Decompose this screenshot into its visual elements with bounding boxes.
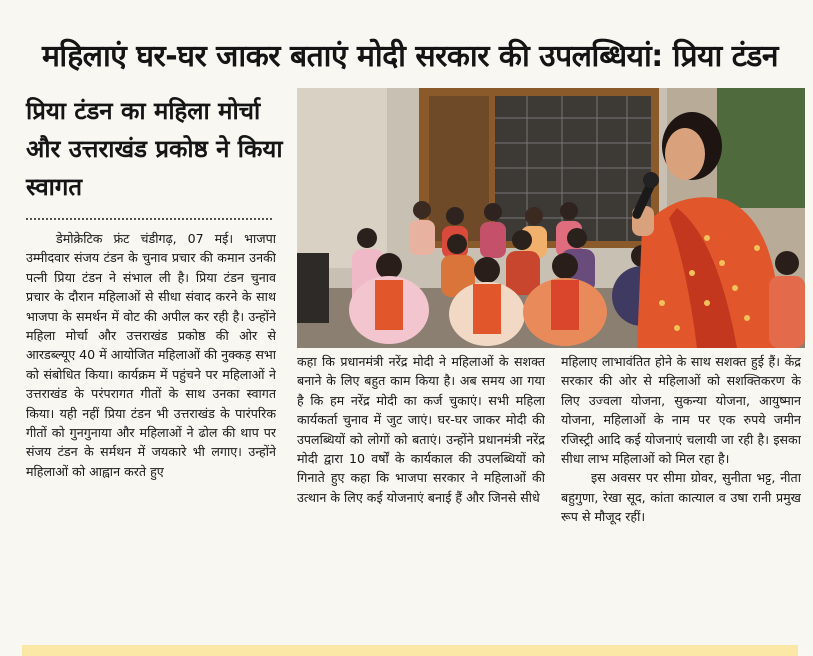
column-3-attendees: इस अवसर पर सीमा ग्रोवर, सुनीता भट्ट, नीता बहुगुणा, रेखा सूद, कांता कात्याल व उषा रानी प्रमुख रूप से मौजूद रहीं। [561,470,801,525]
dotted-rule [26,218,272,220]
headline: महिलाएं घर-घर जाकर बताएं मोदी सरकार की उपलब्धियां: प्रिया टंडन [41,39,779,74]
bottom-color-strip [22,645,798,656]
photo-illustration [297,88,805,348]
subheadline: प्रिया टंडन का महिला मोर्चा और उत्तराखंड प्रकोष्ठ ने किया स्वागत [26,97,283,201]
article-column-1 [26,229,276,629]
article-column-3 [561,352,801,622]
column-1-body: भाजपा उम्मीदवार संजय टंडन के चुनाव प्रचार की कमान उनकी पत्नी प्रिया टंडन ने संभाल ली है। प्रिया टंडन चुनाव प्रचार के दौरान महिलाओं से सीधा संवाद करने के साथ भाजपा के समर्थन में वोट की अपील कर रही है। उन्होंने महिला मोर्चा और उत्तराखंड प्रकोष्ठ की ओर से आरडब्ल्यूए 40 में आयोजित महिलाओं की नुक्कड़ सभा को संबोधित किया। कार्यक्रम में पहुंचने पर महिलाओं ने उत्तराखंड के परंपरागत गीतों के साथ उनका स्वागत किया। यही नहीं प्रिया टंडन भी उत्तराखंड के पारंपरिक गीतों को गुनगुनाया और महिलाओं ने ढोल की थाप पर संजय टंडन के सर्मथन में जयकारे भी लगाए। उन्होंने महिलाओं को आह्वान करते हुए [26,231,276,479]
column-2-body: कहा कि प्रधानमंत्री नरेंद्र मोदी ने महिलाओं के सशक्त बनाने के लिए बहुत काम किया है। अब समय आ गया है कि हम नरेंद्र मोदी का कर्ज चुकाएं। सभी महिला कार्यकर्ता चुनाव में जुट जाएं। घर-घर जाकर मोदी की उपलब्धियों को लोगों को बताएं। उन्होंने प्रधानमंत्री नरेंद्र मोदी द्वारा 10 वर्षों के कार्यकाल की उपलब्धियों को गिनाते हुए कहा कि भाजपा सरकार ने महिलाओं की उत्थान के लिए कई योजनाएं बनाई हैं और जिनसे सीधे [297,354,545,505]
event-photo [297,88,805,348]
article-column-2 [297,352,545,622]
dateline-and-body [26,229,276,481]
dateline: डेमोक्रेटिक फ्रंट चंडीगढ़, 07 मई। [56,231,234,246]
column-3-body: महिलाए लाभावंतित होने के साथ सशक्त हुई हैं। केंद्र सरकार की ओर से महिलाओं को सशक्तिकरण के लिए उज्वला योजना, सुकन्या योजना, आयुष्मान योजना, महिलाओं के नाम पर एक रुपये जमीन रजिस्ट्री आदि कई योजनाएं चलायी जा रही है। इसका सीधा लाभ महिलाओं को मिल रहा है। [561,354,801,467]
